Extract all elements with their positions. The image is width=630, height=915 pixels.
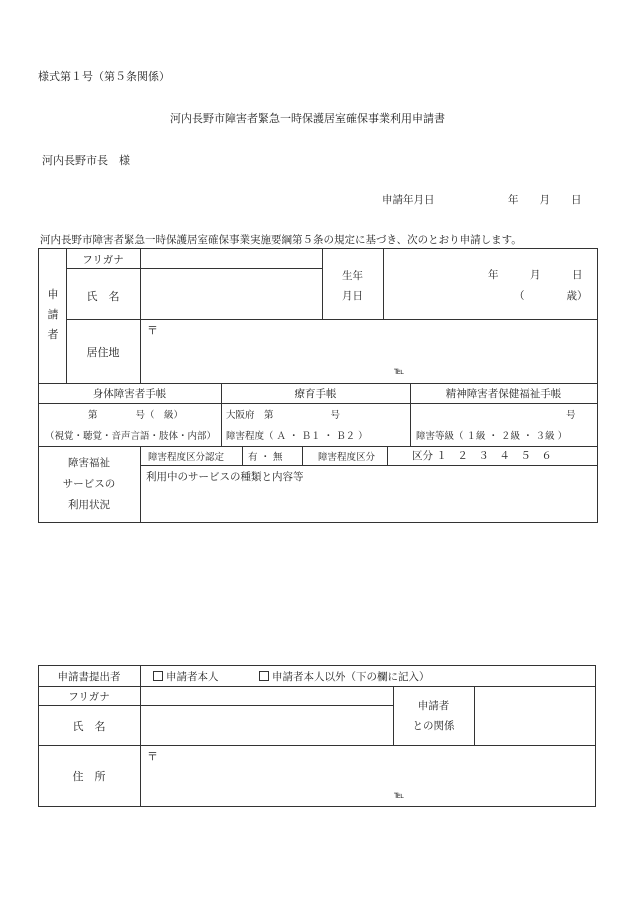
relation-field[interactable] <box>475 687 595 745</box>
welfare-label-3: 利用状況 <box>68 499 110 511</box>
disability-class-cert-label: 障害程度区分認定 <box>148 452 225 463</box>
cert-yes-no[interactable]: 有 ・ 無 <box>248 452 283 463</box>
submitter-address-field[interactable] <box>141 746 595 806</box>
submitter-tel-mark: ℡ <box>394 790 405 801</box>
relation-label-1: 申請者 <box>417 700 450 712</box>
rehab-handbook-label: 療育手帳 <box>294 388 337 400</box>
checkbox-other[interactable] <box>259 671 269 681</box>
submitter-address-label: 住 所 <box>72 770 106 783</box>
submitter-other-option[interactable]: 申請者本人以外（下の欄に記入） <box>259 669 430 684</box>
application-date: 申請年月日 年 月 日 <box>382 194 582 206</box>
rehab-number[interactable]: 大阪府 第 号 <box>226 410 341 421</box>
physical-handbook-label: 身体障害者手帳 <box>92 388 167 400</box>
physical-types[interactable]: （視覚・聴覚・音声言語・肢体・内部） <box>45 431 217 442</box>
tel-mark: ℡ <box>394 366 405 377</box>
applicant-side-label: 申 請 者 <box>47 288 59 341</box>
form-title: 河内長野市障害者緊急一時保護居室確保事業利用申請書 <box>170 112 445 125</box>
furigana-label: フリガナ <box>82 254 124 266</box>
birth-label-1: 生年 <box>342 270 363 282</box>
name-field[interactable] <box>141 269 321 319</box>
services-label: 利用中のサービスの種類と内容等 <box>146 471 304 483</box>
mental-grade[interactable]: 障害等級（ １級 ・ ２級 ・ ３級 ） <box>416 431 568 442</box>
disability-class-values[interactable]: 区分 １ ２ ３ ４ ５ ６ <box>412 450 552 462</box>
submitter-label: 申請書提出者 <box>57 671 121 683</box>
postal-mark: 〒 <box>147 324 158 337</box>
furigana-field[interactable] <box>141 249 321 268</box>
birth-date-field[interactable]: 年 月 日 <box>488 269 583 281</box>
physical-number[interactable]: 第 号（ 級） <box>88 410 184 421</box>
submitter-name-field[interactable] <box>141 706 392 745</box>
birth-label-2: 月日 <box>342 290 363 302</box>
submitter-self-option[interactable]: 申請者本人 <box>153 669 219 684</box>
services-field[interactable] <box>141 486 597 522</box>
submitter-furigana-label: フリガナ <box>68 691 110 703</box>
mental-handbook-label: 精神障害者保健福祉手帳 <box>445 388 562 400</box>
submitter-name-label: 氏 名 <box>72 720 106 733</box>
checkbox-self[interactable] <box>153 671 163 681</box>
mental-number[interactable]: 号 <box>566 410 576 421</box>
submitter-furigana-field[interactable] <box>141 687 392 705</box>
rehab-degree[interactable]: 障害程度（ Ａ ・ Ｂ１ ・ Ｂ２ ） <box>226 431 368 442</box>
submitter-postal-mark: 〒 <box>147 750 158 763</box>
welfare-label-1: 障害福祉 <box>68 457 110 469</box>
name-label: 氏 名 <box>86 290 120 303</box>
intro-text: 河内長野市障害者緊急一時保護居室確保事業実施要綱第５条の規定に基づき、次のとおり申請します。 <box>40 234 522 246</box>
disability-class-label: 障害程度区分 <box>318 452 376 463</box>
address-field[interactable] <box>141 320 597 383</box>
address-label: 居住地 <box>86 346 120 359</box>
relation-label-2: との関係 <box>412 720 455 732</box>
form-number: 様式第１号（第５条関係） <box>38 70 170 83</box>
addressee: 河内長野市長 様 <box>42 154 130 167</box>
age-field[interactable]: （ 歳） <box>514 290 588 302</box>
welfare-label-2: サービスの <box>62 478 116 490</box>
